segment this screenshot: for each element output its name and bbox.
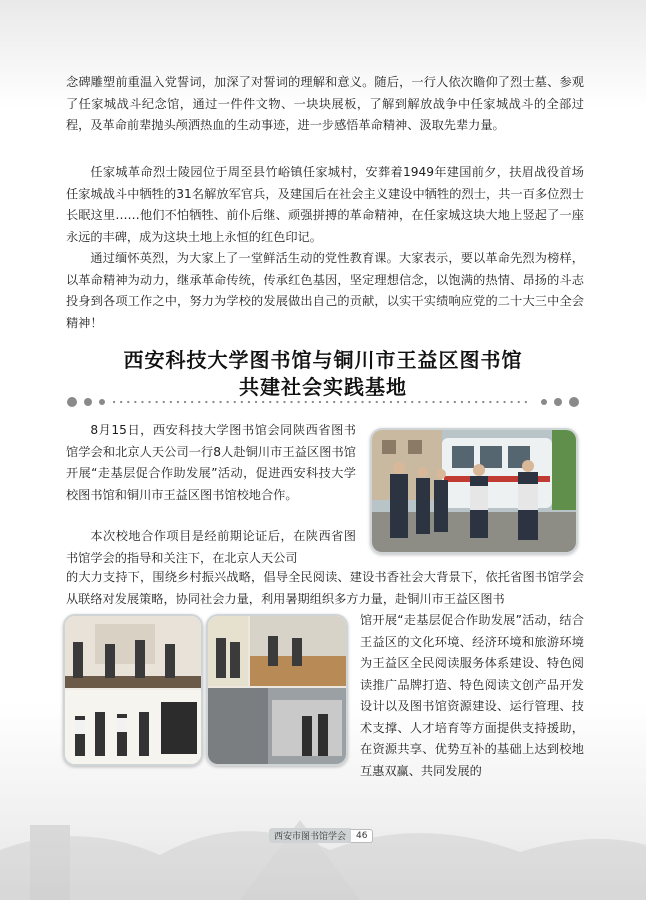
section-title-line-2: 共建社会实践基地 (239, 375, 407, 399)
photo-collage-left (63, 614, 203, 766)
paragraph-7: 馆开展“走基层促合作助发展”活动，结合王益区的文化环境、经济环境和旅游环境为王益区全民阅读服务体系建设、特色阅读推广品牌打造、特色阅读文创产品开发设计以及图书馆资源建设、运行管理、技术支撑、人才培育等方面提供支持援助，在资源共享、优势互补的基础上达到校地互惠双赢、共同发展的 (360, 613, 584, 778)
paragraph-2: 任家城革命烈士陵园位于周至县竹峪镇任家城村，安葬着1949年建国前夕，扶眉战役首场任家城战斗中牺牲的31名解放军官兵，及建国后在社会主义建设中牺牲的烈士，共一百多位烈士长眠这里……他们不怕牺牲、前仆后继、顽强拼搏的革命精神，在任家城这块大地上竖起了一座永远的丰碑，成为这块土地上永恒的红色印记。 (66, 165, 584, 244)
dotted-divider (66, 396, 580, 408)
paragraph-6: 的大力支持下，围绕乡村振兴战略，倡导全民阅读、建设书香社会大背景下，依托省图书馆学会从联络对发展策略，协同社会力量，利用暑期组织多方力量，赴铜川市王益区图书 (66, 570, 584, 606)
paragraph-4: 8月15日，西安科技大学图书馆会同陕西省图书馆学会和北京人天公司一行8人赴铜川市王益区图书馆开展“走基层促合作助发展”活动，促进西安科技大学校图书馆和铜川市王益区图书馆校地合作。 (66, 423, 356, 502)
photo-group-outdoor (370, 428, 578, 554)
page-footer (269, 828, 373, 843)
section-title-line-1: 西安科技大学图书馆与铜川市王益区图书馆 (123, 348, 523, 372)
paragraph-5: 本次校地合作项目是经前期论证后，在陕西省图书馆学会的指导和关注下，在北京人天公司 (66, 529, 356, 565)
paragraph-3: 通过缅怀英烈，为大家上了一堂鲜活生动的党性教育课。大家表示，要以革命先烈为榜样，以革命精神为动力，继承革命传统，传承红色基因，坚定理想信念，以饱满的热情、昂扬的斗志投身到各项工作之中，努力为学校的发展做出自己的贡献，以实干实绩响应党的二十大三中全会精神！ (66, 251, 584, 330)
paragraph-1: 念碑雕塑前重温入党誓词，加深了对誓词的理解和意义。随后，一行人依次瞻仰了烈士墓、参观了任家城战斗纪念馆，通过一件件文物、一块块展板，了解到解放战争中任家城战斗的全部过程，及革命前辈抛头颅洒热血的生动事迹，进一步感悟革命精神、汲取先辈力量。 (66, 75, 584, 132)
page-number: 46 (351, 829, 373, 843)
footer-label: 西安市图书馆学会 (269, 828, 351, 843)
photo-collage-right (206, 614, 348, 766)
